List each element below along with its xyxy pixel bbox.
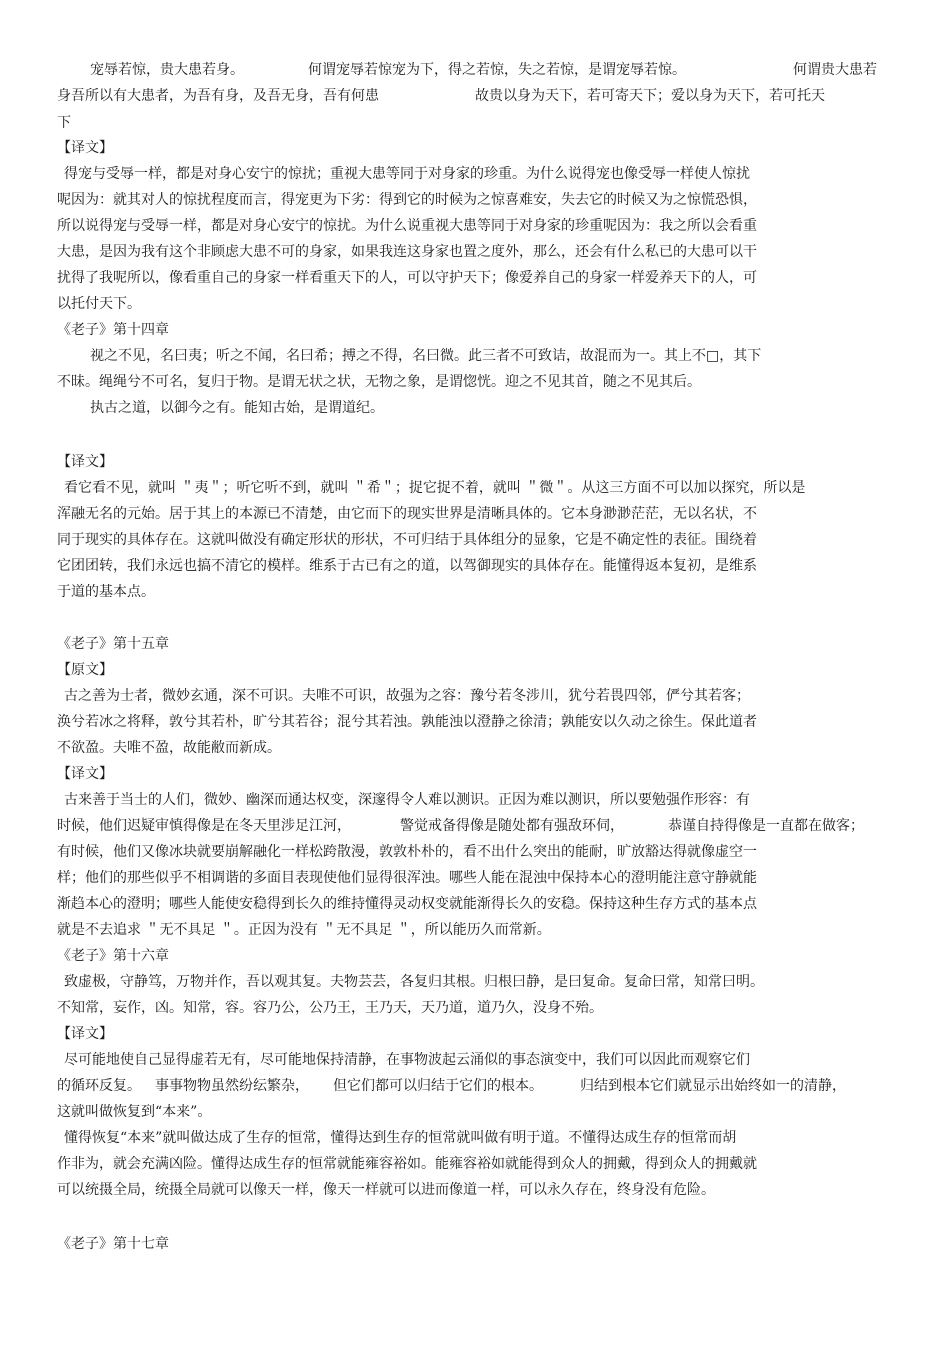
text-line: 大患，是因为我有这个非顾虑大患不可的身家，如果我连这身家也置之度外，那么，还会有什么私已的大患可以干 bbox=[57, 244, 757, 260]
text-line: 懂得恢复“本来”就叫做达成了生存的恒常，懂得达到生存的恒常就叫做有明于道。不懂得达成生存的恒常而胡 bbox=[64, 1130, 737, 1146]
text-line: 于道的基本点。 bbox=[57, 584, 155, 600]
text-line: 时候，他们迟疑审慎得像是在冬天里涉足江河， bbox=[57, 818, 351, 834]
text-line: 得宠与受辱一样，都是对身心安宁的惊扰；重视大患等同于对身家的珍重。为什么说得宠也像受辱一样使人惊扰 bbox=[64, 166, 750, 182]
chapter-title: 《老子》第十六章 bbox=[57, 948, 169, 964]
text-line: 古来善于当士的人们，微妙、幽深而通达权变，深邃得令人难以测识。正因为难以测识，所以要勉强作形容：有 bbox=[64, 792, 750, 808]
chapter-title: 《老子》第十四章 bbox=[57, 322, 169, 338]
text-line: 但它们都可以归结于它们的根本。 bbox=[333, 1078, 543, 1094]
text-line: 故贵以身为天下，若可寄天下；爱以身为天下，若可托天 bbox=[475, 88, 825, 104]
text-line: 视之不见，名曰夷；听之不闻，名曰希；搏之不得，名曰微。此三者不可致诘，故混而为一。其上不□，其下 bbox=[90, 348, 762, 364]
text-line: 尽可能地使自己显得虚若无有，尽可能地保持清静，在事物波起云涌似的事态演变中，我们可以因此而观察它们 bbox=[64, 1052, 750, 1068]
text-line: 下 bbox=[57, 115, 71, 131]
chapter-title: 《老子》第十七章 bbox=[57, 1236, 169, 1252]
text-line: 呢因为：就其对人的惊扰程度而言，得宠更为下劣：得到它的时候为之惊喜难安，失去它的时候又为之惊慌恐惧， bbox=[57, 192, 757, 208]
text-line: 何谓宠辱若惊宠为下，得之若惊，失之若惊，是谓宠辱若惊。 bbox=[308, 62, 686, 78]
text-line: 看它看不见，就叫 ＂夷＂；听它听不到，就叫 ＂希＂；捉它捉不着，就叫 ＂微＂。从这三方面不可以加以探究，所以是 bbox=[64, 480, 806, 496]
text-line: 同于现实的具体存在。这就叫做没有确定形状的形状，不可归结于具体组分的显象，它是不确定性的表征。围绕着 bbox=[57, 532, 757, 548]
text-line: 古之善为士者，微妙玄通，深不可识。夫唯不可识，故强为之容：豫兮若冬涉川，犹兮若畏四邻，俨兮其若客； bbox=[64, 688, 750, 704]
section-heading: 【原文】 bbox=[57, 662, 113, 678]
section-heading: 【译文】 bbox=[57, 140, 113, 156]
text-line: 样；他们的那些似乎不相调谐的多面目表现使他们显得很浑浊。哪些人能在混浊中保持本心的澄明能注意守静就能 bbox=[57, 870, 757, 886]
text-line: 它团团转，我们永远也搞不清它的模样。维系于古已有之的道，以驾御现实的具体存在。能懂得返本复初，是维系 bbox=[57, 558, 757, 574]
text-line: 扰得了我呢所以，像看重自己的身家一样看重天下的人，可以守护天下；像爱养自己的身家一样爱养天下的人，可 bbox=[57, 270, 757, 286]
text-line: 的循环反复。 bbox=[57, 1078, 141, 1094]
text-line: 涣兮若冰之将释，敦兮其若朴，旷兮其若谷；混兮其若浊。孰能浊以澄静之徐清；孰能安以久动之徐生。保此道者 bbox=[57, 714, 757, 730]
text-line: 执古之道，以御今之有。能知古始，是谓道纪。 bbox=[90, 400, 384, 416]
text-line: 不欲盈。夫唯不盈，故能敝而新成。 bbox=[57, 740, 281, 756]
text-line: 不昧。绳绳兮不可名，复归于物。是谓无状之状，无物之象，是谓惚恍。迎之不见其首，随之不见其后。 bbox=[57, 374, 701, 390]
text-line: 身吾所以有大患者，为吾有身，及吾无身，吾有何患 bbox=[57, 88, 379, 104]
text-line: 有时候，他们又像冰块就要崩解融化一样松跨散漫，敦敦朴朴的，看不出什么突出的能耐，旷放豁达得就像虚空一 bbox=[57, 844, 757, 860]
text-line: 不知常，妄作，凶。知常，容。容乃公，公乃王，王乃天，天乃道，道乃久，没身不殆。 bbox=[57, 1000, 603, 1016]
text-line: 渐趋本心的澄明；哪些人能使安稳得到长久的维持懂得灵动权变就能渐得长久的安稳。保持这种生存方式的基本点 bbox=[57, 896, 757, 912]
chapter-title: 《老子》第十五章 bbox=[57, 636, 169, 652]
text-line: 事事物物虽然纷纭繁杂， bbox=[155, 1078, 309, 1094]
text-line: 警觉戒备得像是随处都有强敌环伺， bbox=[400, 818, 624, 834]
text-line: 致虚极，守静笃，万物并作，吾以观其复。夫物芸芸，各复归其根。归根曰静，是曰复命。复命曰常，知常曰明。 bbox=[64, 974, 764, 990]
text-line: 所以说得宠与受辱一样，都是对身心安宁的惊扰。为什么说重视大患等同于对身家的珍重呢因为：我之所以会看重 bbox=[57, 218, 757, 234]
text-line: 这就叫做恢复到“本来”。 bbox=[57, 1104, 212, 1120]
section-heading: 【译文】 bbox=[57, 766, 113, 782]
text-line: 宠辱若惊，贵大患若身。 bbox=[90, 62, 244, 78]
text-line: 作非为，就会充满凶险。懂得达成生存的恒常就能雍容裕如。能雍容裕如就能得到众人的拥戴，得到众人的拥戴就 bbox=[57, 1156, 757, 1172]
text-line: 可以统摄全局，统摄全局就可以像天一样，像天一样就可以进而像道一样，可以永久存在，终身没有危险。 bbox=[57, 1182, 715, 1198]
text-line: 恭谨自持得像是一直都在做客； bbox=[668, 818, 864, 834]
text-line: 归结到根本它们就显示出始终如一的清静， bbox=[580, 1078, 846, 1094]
text-line: 以托付天下。 bbox=[57, 296, 141, 312]
text-line: 何谓贵大患若 bbox=[793, 62, 877, 78]
text-line: 就是不去追求 ＂无不具足 ＂。正因为没有 ＂无不具足 ＂，所以能历久而常新。 bbox=[57, 922, 551, 938]
section-heading: 【译文】 bbox=[57, 454, 113, 470]
section-heading: 【译文】 bbox=[57, 1026, 113, 1042]
text-line: 浑融无名的元始。居于其上的本源已不清楚，由它而下的现实世界是清晰具体的。它本身渺渺茫茫，无以名状，不 bbox=[57, 506, 757, 522]
